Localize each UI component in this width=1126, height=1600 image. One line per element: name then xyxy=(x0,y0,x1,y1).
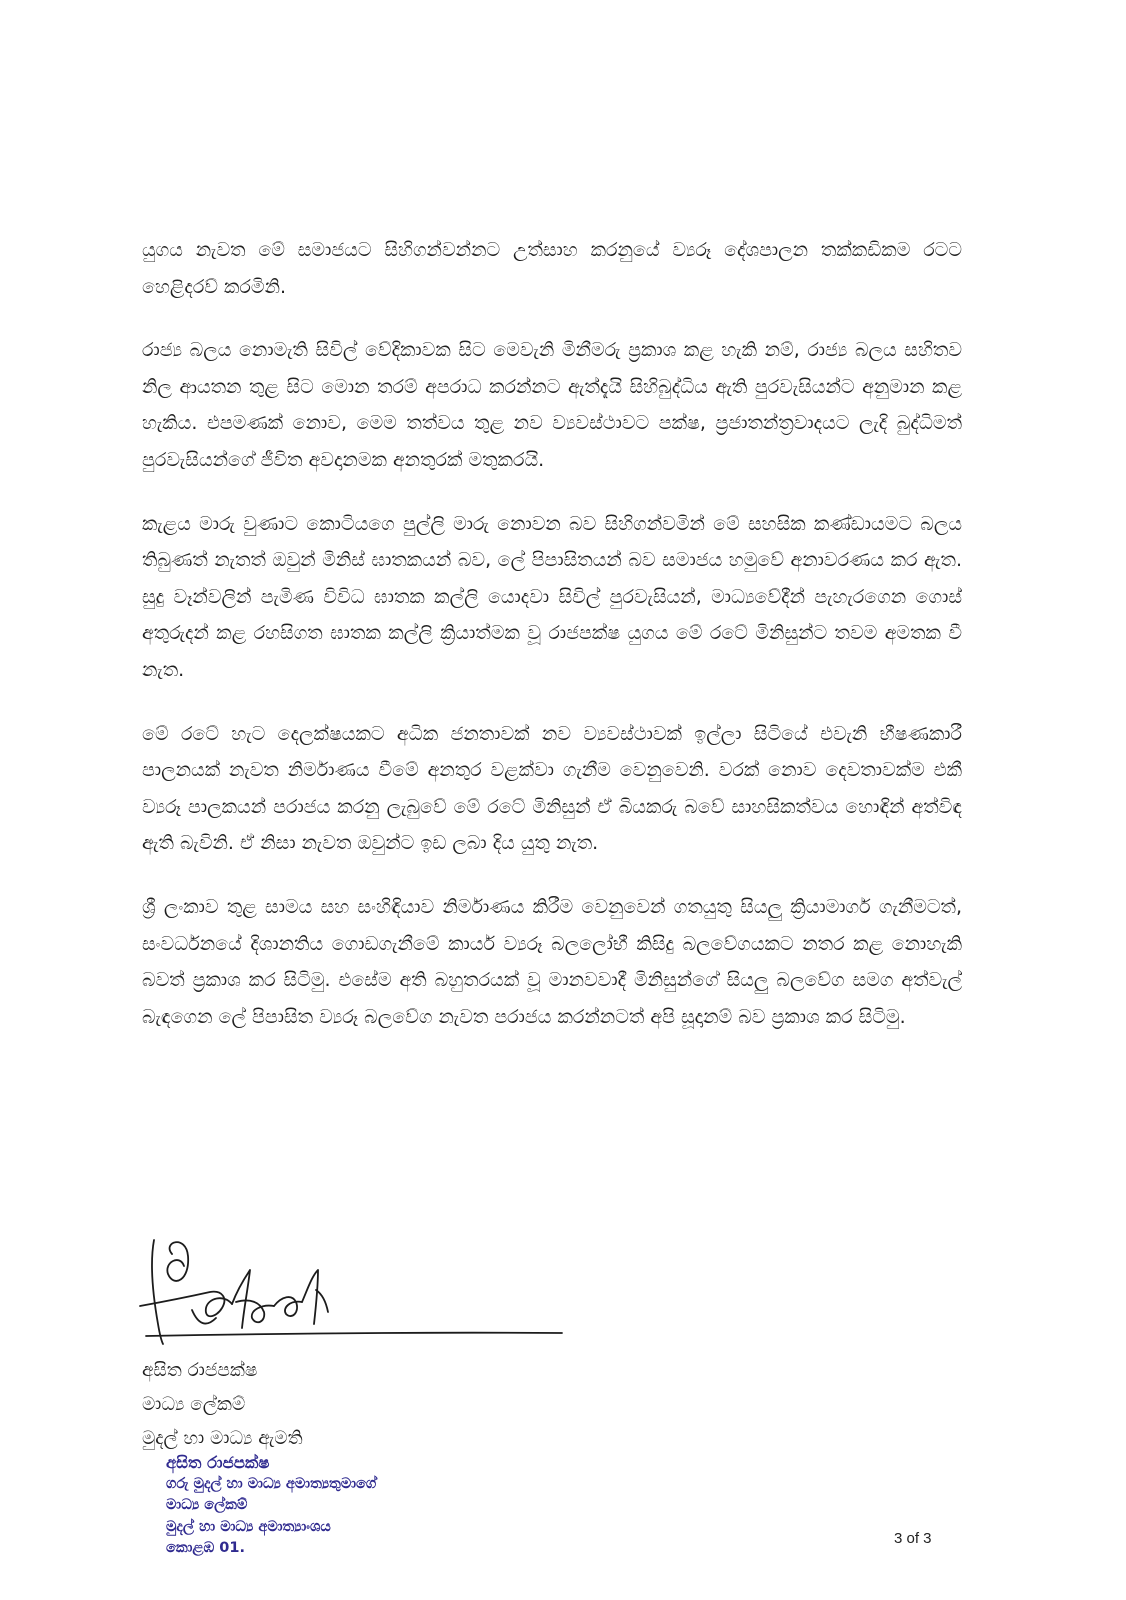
paragraph-1: යුගය නැවත මේ සමාජයට සිහිගන්වන්නට උත්සාහ කරනුයේ ව්‍යරූ දේශපාලන තක්කඩිකම රටට හෙළිදරව් කරමිනි. xyxy=(142,239,962,298)
signer-block xyxy=(142,1354,303,1456)
signer-title: මාධ්‍ය ලේකම් xyxy=(142,1394,246,1415)
stamp-line-ministry: මුදල් හා මාධ්‍ය අමාත්‍යාංශය xyxy=(166,1518,331,1535)
stamp-line-position: ගරු මුදල් හා මාධ්‍ය අමාත්‍යතුමාගේ xyxy=(166,1475,377,1492)
official-stamp xyxy=(166,1452,376,1560)
stamp-line-name: අසිත රාජපක්ෂ xyxy=(166,1453,270,1472)
page-number: 3 of 3 xyxy=(894,1530,932,1547)
signer-office: මුදල් හා මාධ්‍ය ඇමති xyxy=(142,1428,303,1449)
letter-body xyxy=(142,232,962,1062)
stamp-line-title: මාධ්‍ය ලේකම් xyxy=(166,1497,248,1514)
paragraph-4: මේ රටේ හැට දෙලක්ෂයකට අධික ජනතාවක් නව ව්‍යවස්ථාවක් ඉල්ලා සිටියේ එවැනි භීෂණකාරී පාලනයක් නැවත නිර්මාණය වීමේ අනතුර වළක්වා ගැනීම වෙනුවෙනි. වරක් නොව දෙවතාවක්ම එකී ව්‍යරූ පාලකයන් පරාජය කරනු ලැබුවේ මේ රටේ මිනිසුන් ඒ බියකරු බවේ සාහසිකත්වය හොඳින් අත්විඳ ඇති බැවිනි. ඒ නිසා නැවත ඔවුන්ට ඉඩ ලබා දිය යුතු නැත. xyxy=(142,722,962,855)
paragraph-3: කැළය මාරු වුණාට කොටියගෙ පුල්ලි මාරු නොවන බව සිහිගන්වමින් මේ සහසික කණ්ඩායමට බලය තිබුණත් නැතත් ඔවුන් මිනිස් ඝාතකයන් බව, ලේ පිපාසිතයන් බව සමාජය හමුවේ අනාවරණය කර ඇත. සුදු වෑන්වලින් පැමිණ විවිධ ඝාතක කල්ලි යොදවා සිවිල් පුරවැසියන්, මාධ්‍යවේදීන් පැහැරගෙන ගොස් අතුරුදන් කළ රහසිගත ඝාතක කල්ලි ක්‍රියාත්මක වූ රාජපක්ෂ යුගය මේ රටේ මිනිසුන්ට තවම අමතක වී නැත. xyxy=(142,512,962,681)
paragraph-2: රාජ්‍ය බලය නොමැති සිවිල් වේදිකාවක සිට මෙවැනි මිනීමරු ප්‍රකාශ කළ හැකි නම්, රාජ්‍ය බලය සහිතව නිල ආයතන තුළ සිට මොන තරම් අපරාධ කරන්නට ඇත්දැයි සිහිබුද්ධිය ඇති පුරවැසියන්ට අනුමාන කළ හැකිය. එපමණක් නොව, මෙම තත්වය තුළ නව ව්‍යවස්ථාවට පක්ෂ, ප්‍රජාතන්ත්‍රවාදයට ලැදි බුද්ධිමත් පුරවැසියන්ගේ ජීවිත අවදානමක අනතුරක් මතුකරයි. xyxy=(142,339,962,471)
signer-name: අසිත රාජපක්ෂ xyxy=(142,1360,258,1381)
paragraph-5: ශ්‍රී ලංකාව තුළ සාමය සහ සංහිඳියාව නිර්මාණය කිරීම වෙනුවෙන් ගතයුතු සියලු ක්‍රියාමාර්ග ගැනීමටත්, සංවර්ධනයේ දිශානතිය ගොඩගැනීමේ කාර්ය ව්‍යරූ බලලෝභී කිසිදු බලවේගයකට නතර කළ නොහැකි බවත් ප්‍රකාශ කර සිටිමු. එසේම අති බහුතරයක් වූ මානවවාදී මිනිසුන්ගේ සියලු බලවේග සමග අත්වැල් බැඳගෙන ලේ පිපාසිත ව්‍යරූ බලවේග නැවත පරාජය කරන්නටත් අපි සූදානම් බව ප්‍රකාශ කර සිටිමු. xyxy=(142,895,962,1028)
handwritten-signature xyxy=(132,1232,582,1352)
stamp-line-city: කොළඹ 01. xyxy=(166,1540,245,1557)
